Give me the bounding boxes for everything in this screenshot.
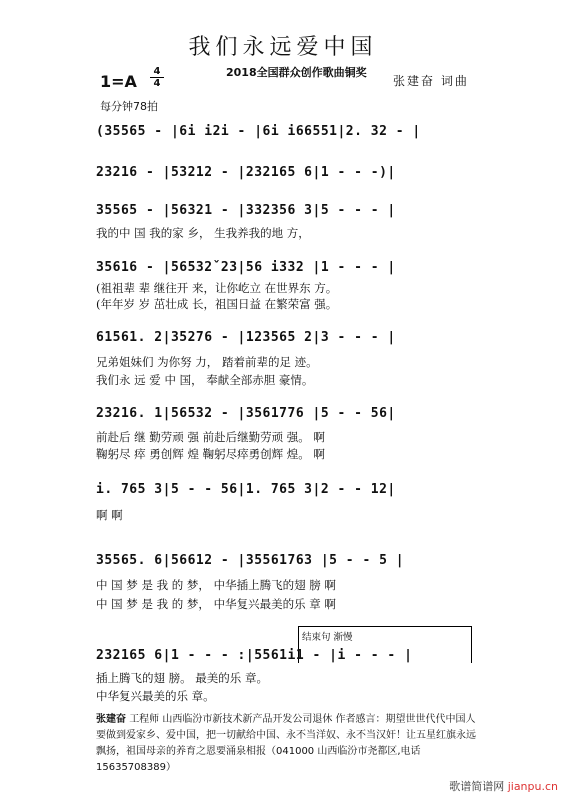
lyric-row-6-verse-1: 前赴后 继 勤劳顽 强 前赴后继勤劳顽 强。 啊 — [96, 430, 325, 444]
key-signature: 1=A — [100, 72, 137, 91]
tempo-marking: 每分钟78拍 — [100, 100, 158, 113]
watermark-domain: jianpu.cn — [507, 780, 558, 793]
time-signature — [150, 66, 164, 89]
author-note-text: 工程师 山西临汾市新技术新产品开发公司退休 作者感言：期望世世代代中国人要做到爱家乡、爱中国，把一切献给中国、永不当洋奴、永不当汉奸！让五星红旗永远飘扬，祖国母亲的养育之恩要涌泉相报（041000 山西临汾市尧都区,电话 15635708389） — [96, 714, 476, 773]
author-credit: 张建奋 词曲 — [393, 74, 469, 88]
lyric-row-9-verse-1: 插上腾飞的翅 膀。 最美的乐 章。 — [96, 671, 268, 685]
song-title: 我们永远爱中国 — [188, 35, 378, 60]
lyric-row-9-verse-2: 中华复兴最美的乐 章。 — [96, 689, 215, 703]
lyric-row-4-verse-1: (祖祖辈 辈 继往开 来，让你屹立 在世界东 方。 — [96, 281, 338, 295]
meter-bottom: 4 — [150, 77, 164, 89]
score-row-7: i. 765 3|5 - - 56|1. 765 3|2 - - 12| — [96, 482, 396, 497]
lyric-row-8-verse-1: 中 国 梦 是 我 的 梦， 中华插上腾飞的翅 膀 啊 — [96, 578, 336, 592]
author-name: 张建奋 — [96, 714, 126, 725]
lyric-row-6-verse-2: 鞠躬尽 瘁 勇创辉 煌 鞠躬尽瘁勇创辉 煌。 啊 — [96, 447, 325, 461]
score-row-9: 232165 6|1 - - - :|5561i1 - |i - - - | — [96, 648, 413, 663]
score-row-5: 61561. 2|35276 - |123565 2|3 - - - | — [96, 330, 396, 345]
score-row-2: 23216 - |53212 - |232165 6|1 - - -)| — [96, 165, 396, 180]
score-row-8: 35565. 6|56612 - |35561763 |5 - - 5 | — [96, 553, 405, 568]
author-note — [96, 712, 482, 776]
ending-label: 结束句 渐慢 — [302, 632, 353, 643]
lyric-row-3-verse-1: 我的中 国 我的家 乡， 生我养我的地 方， — [96, 226, 310, 240]
lyric-row-5-verse-2: 我们永 远 爱 中 国， 奉献全部赤胆 豪情。 — [96, 373, 314, 387]
lyric-row-5-verse-1: 兄弟姐妹们 为你努 力， 踏着前辈的足 迹。 — [96, 355, 318, 369]
lyric-row-7-verse-1: 啊 啊 — [96, 508, 123, 522]
score-row-6: 23216. 1|56532 - |3561776 |5 - - 56| — [96, 406, 396, 421]
lyric-row-4-verse-2: (年年岁 岁 茁壮成 长，祖国日益 在繁荣富 强。 — [96, 297, 338, 311]
score-row-3: 35565 - |56321 - |332356 3|5 - - - | — [96, 203, 396, 218]
meter-top: 4 — [153, 66, 161, 77]
site-watermark — [449, 778, 558, 794]
score-row-4: 35616 - |56532ˇ23|56 i332 |1 - - - | — [96, 260, 396, 275]
watermark-site: 歌谱简谱网 — [449, 780, 505, 793]
award-subtitle: 2018全国群众创作歌曲铜奖 — [226, 66, 367, 79]
score-row-1: (35565 - |6i i2i - |6i i66551|2. 32 - | — [96, 124, 421, 139]
lyric-row-8-verse-2: 中 国 梦 是 我 的 梦， 中华复兴最美的乐 章 啊 — [96, 597, 336, 611]
